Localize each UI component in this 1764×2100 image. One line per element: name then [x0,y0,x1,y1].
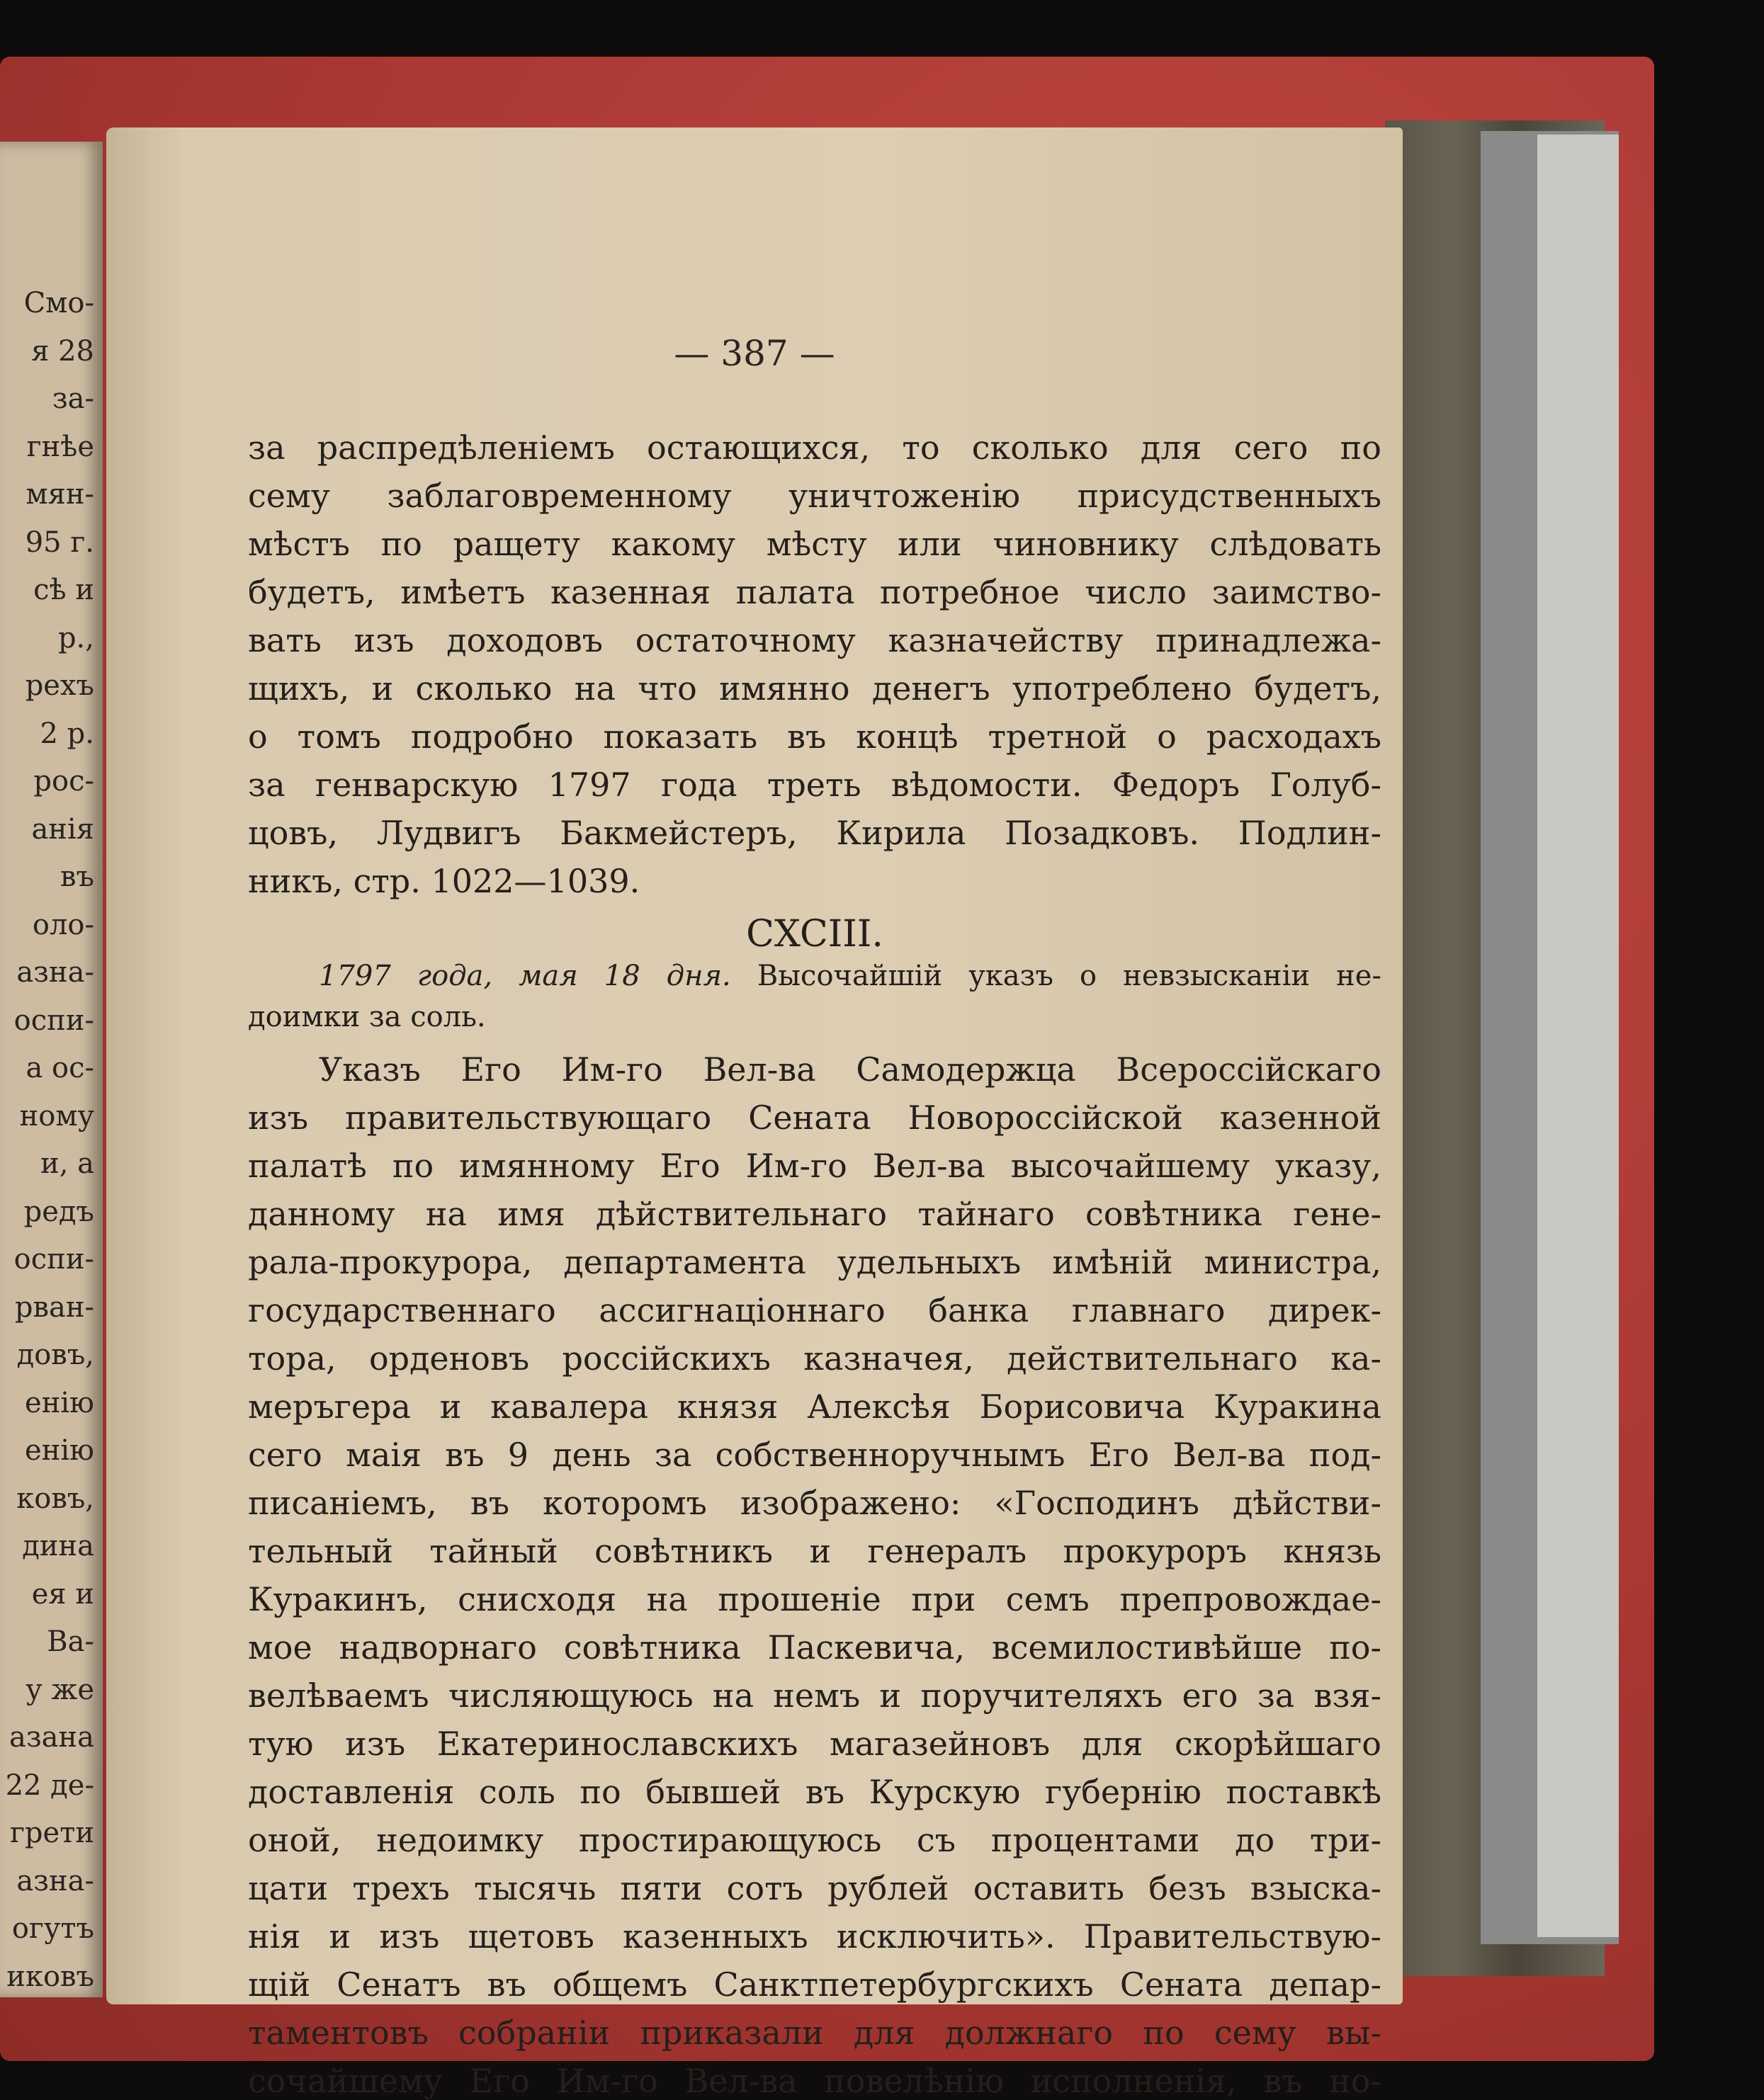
left-page-fragment: азана [9,1721,94,1754]
left-page-fragment: енію [25,1434,94,1467]
text-line: тую изъ Екатеринославскихъ магазейновъ для скорѣйшаго [248,1725,1381,1763]
left-page-fragment: оло- [32,908,94,941]
left-page-fragment: сѣ и [33,574,94,606]
left-page-fragment: редъ [23,1195,94,1228]
summary-line [248,960,1381,992]
left-page-fragment: довъ, [16,1339,94,1371]
text-line: щій Сенатъ въ общемъ Санктпетербургскихъ Сената депар- [248,1965,1381,2004]
left-page-fragment: азна- [16,1864,94,1897]
text-line: меръгера и кавалера князя Алексѣя Борисовича Куракина [248,1387,1381,1426]
left-page-fragment: за- [52,382,94,415]
summary-line: доимки за соль. [248,1001,486,1033]
left-page-fragment: азна- [16,956,94,989]
left-page-fragment: ея и [31,1577,94,1611]
text-line: таментовъ собраніи приказали для должнаго по сему вы- [248,2014,1381,2052]
text-line: за генварскую 1797 года треть вѣдомости. Федоръ Голуб- [248,766,1381,804]
text-line: велѣваемъ числяющуюсь на немъ и поручителяхъ его за взя- [248,1676,1381,1715]
left-page-fragment: гнѣе [26,430,94,463]
left-page-fragment: Ва- [47,1625,94,1658]
left-page-fragment: рехъ [25,669,94,702]
page-number: — 387 — [674,333,835,374]
text-line: тора, орденовъ россійскихъ казначея, действительнаго ка- [248,1339,1381,1378]
left-page-fragment: ковъ, [16,1482,94,1515]
text-line: данному на имя дѣйствительнаго тайнаго совѣтника гене- [248,1195,1381,1233]
text-line: сочайшему Его Им-го Вел-ва повелѣнію исполненія, въ но- [248,2062,1381,2100]
left-page-fragment: иковъ [6,1960,94,1993]
text-line: тельный тайный совѣтникъ и генералъ прокуроръ князь [248,1532,1381,1570]
text-line: нія и изъ щетовъ казенныхъ исключить». Правительствую- [248,1917,1381,1956]
left-page-fragment: я 28 [31,334,94,368]
text-line: Куракинъ, снисходя на прошеніе при семъ препровождае- [248,1580,1381,1618]
left-page-fragment: мян- [26,478,94,511]
text-line: щихъ, и сколько на что имянно денегъ употреблено будетъ, [248,669,1381,708]
text-line: изъ правительствующаго Сената Новороссійской казенной [248,1099,1381,1137]
left-page-fragment: р., [57,621,94,654]
summary-text: Высочайшій указъ о невзысканіи не- [757,960,1381,992]
left-page-fragment: Смо- [23,287,94,319]
text-line: Указъ Его Им-го Вел-ва Самодержца Всероссійскаго [319,1050,1381,1089]
left-page-fragment: рван- [14,1290,94,1324]
text-line: никъ, стр. 1022—1039. [248,862,640,900]
summary-date: 1797 года, мая 18 дня. [319,960,731,992]
text-line: мѣстъ по ращету какому мѣсту или чиновнику слѣдовать [248,525,1381,563]
text-line: мое надворнаго совѣтника Паскевича, всемилостивѣйше по- [248,1628,1381,1667]
text-line: государственнаго ассигнаціоннаго банка главнаго дирек- [248,1291,1381,1329]
text-line: рала-прокурора, департамента удельныхъ имѣній министра, [248,1243,1381,1281]
left-page-fragment: 2 р. [40,717,94,750]
left-page-fragment: дина [22,1530,94,1562]
text-line: цовъ, Лудвигъ Бакмейстеръ, Кирила Позадковъ. Подлин- [248,814,1381,852]
left-page-fragment: рос- [33,765,94,798]
text-line: сему заблаговременному уничтоженію присудственныхъ [248,477,1381,515]
text-line: будетъ, имѣетъ казенная палата потребное число заимство- [248,573,1381,611]
left-page-fragment: въ [60,861,94,893]
left-page-fragment: у же [26,1673,94,1706]
left-page-fragment: оспи- [13,1243,94,1276]
left-page-fragment: грети [9,1817,94,1849]
text-line: вать изъ доходовъ остаточному казначейству принадлежа- [248,621,1381,659]
left-page-fragment: оспи- [13,1004,94,1037]
left-page-fragment: и, а [40,1147,94,1180]
text-line: цати трехъ тысячь пяти сотъ рублей оставить безъ взыска- [248,1869,1381,1907]
text-line: оной, недоимку простирающуюсь съ процентами до три- [248,1821,1381,1859]
inserted-card-light [1537,135,1619,1937]
left-page [0,142,103,1997]
section-heading: CXCIII. [746,913,883,955]
left-page-fragment: а ос- [26,1052,94,1084]
text-line: о томъ подробно показать въ концѣ третной о расходахъ [248,717,1381,756]
right-page [106,127,1403,2100]
text-line: писаніемъ, въ которомъ изображено: «Господинъ дѣйстви- [248,1484,1381,1522]
text-line: палатѣ по имянному Его Им-го Вел-ва высочайшему указу, [248,1147,1381,1185]
text-line: сего маія въ 9 день за собственноручнымъ Его Вел-ва под- [248,1436,1381,1474]
text-line: доставленія соль по бывшей въ Курскую губернію поставкѣ [248,1773,1381,1811]
text-line: за распредѣленіемъ остающихся, то сколько для сего по [248,428,1381,467]
left-page-fragment: 22 де- [5,1769,94,1802]
left-page-fragment: 95 г. [25,526,94,559]
left-page-fragment: огутъ [11,1912,94,1945]
left-page-fragment: анія [31,812,94,846]
left-page-fragment: енію [25,1386,94,1419]
left-page-fragment: ному [19,1099,94,1133]
